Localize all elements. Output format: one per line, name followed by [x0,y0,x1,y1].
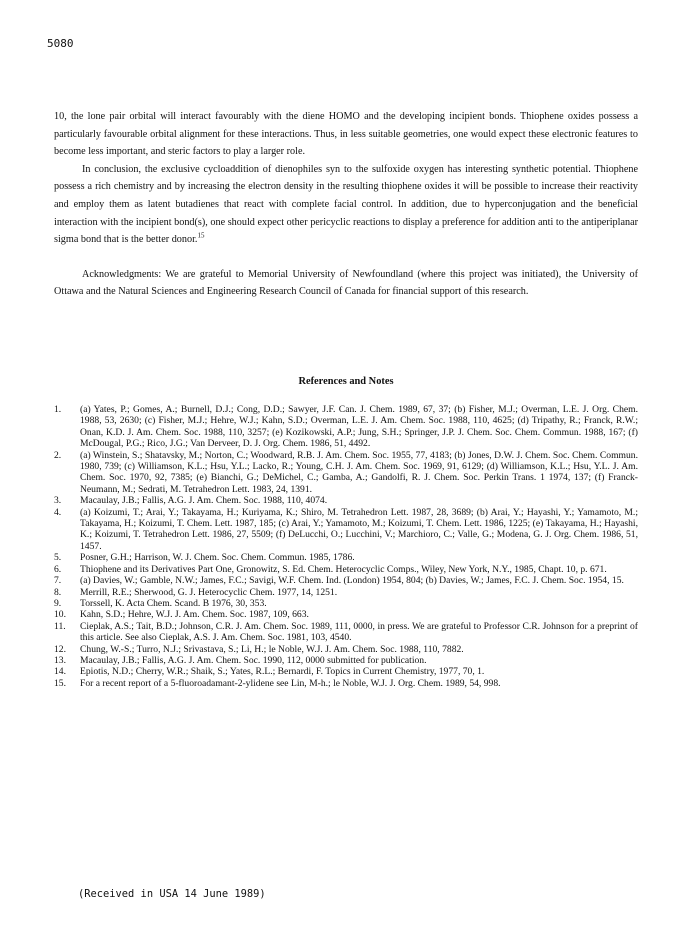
paragraph-conclusion-text: In conclusion, the exclusive cycloaddition of dienophiles syn to the sulfoxide oxygen has interesting synthetic potential. Thiophene possess a rich chemistry and by increasing the electron density in the resulting thiophene oxides it will be possible to increase their reactivity and employ them as latent butadienes that react with complete facial control. In addition, due to hyperconjugation and the beneficial interaction with the incipient bond(s), one should expect other pericyclic reactions to display a preference for addition anti to the antiperiplanar sigma bond that is the better donor. [54,163,638,246]
reference-number: 10. [54,609,66,621]
paragraph-acknowledgments: Acknowledgments: We are grateful to Memorial University of Newfoundland (where this project was initiated), the University of Ottawa and the Natural Sciences and Engineering Research Council of Canada for financial support of this research. [54,268,638,298]
paragraph-continuation: 10, the lone pair orbital will interact favourably with the diene HOMO and the developing incipient bonds. Thiophene oxides possess a particularly favourable orbital alignment for these interactions. Thus, in less suitable geometries, one would expect these electronic features to become less important, and steric factors to play a larger role. [54,111,638,158]
reference-item [54,666,638,677]
reference-text: (a) Winstein, S.; Shatavsky, M.; Norton, C.; Woodward, R.B. J. Am. Chem. Soc. 1955, 77, 4183; (b) Jones, D.W. J. Chem. Soc. Chem. Commun. 1980, 739; (c) Williamson, K.L.; Hsu, Y.L.; Lacko, R.; Young, C.H. J. Am. Chem. Soc. 1969, 91, 6129; (d) Williamson, K.L.; Hsu, Y.L. J. Am. Chem. Soc. 1970, 92, 7385; (e) Bianchi, G.; DeMichel, C.; Gamba, A.; Gandolfi, R. J. Chem. Soc. Perkin Trans. 1 1974, 137; (f) Franck-Neumann, M.; Sedrati, M. Tetrahedron Lett. 1983, 24, 1391. [80,449,638,495]
received-date: (Received in USA 14 June 1989) [78,888,266,900]
reference-number: 11. [54,620,66,632]
reference-number: 13. [54,654,66,666]
reference-text: Macaulay, J.B.; Fallis, A.G. J. Am. Chem. Soc. 1990, 112, 0000 submitted for publication. [80,654,427,666]
reference-number: 4. [54,506,62,518]
reference-number: 8. [54,586,62,598]
reference-text: Chung, W.-S.; Turro, N.J.; Srivastava, S.; Li, H.; le Noble, W.J. J. Am. Chem. Soc. 1988, 110, 7882. [80,643,464,655]
reference-text: (a) Davies, W.; Gamble, N.W.; James, F.C.; Savigi, W.F. Chem. Ind. (London) 1954, 804; (b) Davies, W.; James, F.C. J. Chem. Soc. 1954, 15. [80,575,624,587]
reference-text: (a) Koizumi, T.; Arai, Y.; Takayama, H.; Kuriyama, K.; Shiro, M. Tetrahedron Lett. 1987, 28, 3689; (b) Arai, Y.; Hayashi, Y.; Yamamoto, M.; Takayama, H.; Koizumi, T. Chem. Lett. 1987, 185; (c) Arai, Y.; Yamamoto, M.; Koizumi, T. Chem. Lett. 1986, 1225; (e) Takayama, H.; Hayashi, K.; Koizumi, T. Tetrahedron Lett. 1986, 27, 5509; (f) DeLucchi, O.; Lucchini, V.; Marchioro, C.; Valle, G.; Modena, G. J. Org. Chem. 1986, 51, 1457. [80,506,638,552]
reference-list [54,404,638,689]
reference-item [54,598,638,609]
reference-text: Posner, G.H.; Harrison, W. J. Chem. Soc. Chem. Commun. 1985, 1786. [80,552,355,564]
reference-number: 7. [54,575,62,587]
page-number: 5080 [47,37,74,50]
reference-number: 15. [54,677,66,689]
reference-item [54,495,638,506]
body-text [54,108,638,301]
reference-item [54,587,638,598]
reference-text: (a) Yates, P.; Gomes, A.; Burnell, D.J.; Cong, D.D.; Sawyer, J.F. Can. J. Chem. 1989, 67, 37; (b) Fisher, M.J.; Overman, L.E. J. Org. Chem. 1988, 53, 2630; (c) Fisher, M.J.; Hehre, W.J.; Kahn, S.D.; Overman, L.E. J. Am. Chem. Soc. 1988, 110, 4625; (d) Tripathy, R.; Franck, R.W.; Onan, K.D. J. Am. Chem. Soc. 1988, 110, 3257; (e) Kozikowski, A.P.; Jung, S.H.; Springer, J.P. J. Chem. Soc. Chem. Commun. 1988, 167; (f) McDougal, P.G.; Rico, J.G.; Van Derveer, D. J. Org. Chem. 1986, 51, 4492. [80,404,638,450]
reference-number: 9. [54,597,62,609]
reference-number: 3. [54,495,62,507]
reference-item [54,644,638,655]
reference-number: 14. [54,666,66,678]
reference-text: Epiotis, N.D.; Cherry, W.R.; Shaik, S.; Yates, R.L.; Bernardi, F. Topics in Current Chemistry, 1977, 70, 1. [80,666,485,678]
reference-item [54,507,638,553]
reference-number: 1. [54,404,62,415]
reference-text: Merrill, R.E.; Sherwood, G. J. Heterocyclic Chem. 1977, 14, 1251. [80,586,338,598]
reference-item [54,621,638,644]
reference-text: Macaulay, J.B.; Fallis, A.G. J. Am. Chem. Soc. 1988, 110, 4074. [80,495,328,507]
reference-number: 6. [54,563,62,575]
reference-item [54,450,638,496]
reference-item [54,404,638,450]
reference-item [54,564,638,575]
reference-item [54,575,638,586]
reference-item [54,678,638,689]
reference-item [54,609,638,620]
footnote-marker: 15 [197,231,205,240]
reference-item [54,552,638,563]
reference-text: Thiophene and its Derivatives Part One, Gronowitz, S. Ed. Chem. Heterocyclic Comps., Wiley, New York, N.Y., 1985, Chapt. 10, p. 671. [80,563,607,575]
reference-text: Cieplak, A.S.; Tait, B.D.; Johnson, C.R. J. Am. Chem. Soc. 1989, 111, 0000, in press. We are grateful to Professor C.R. Johnson for a preprint of this article. See also Cieplak, A.S. J. Am. Chem. Soc. 1981, 103, 4540. [80,620,638,644]
paragraph-conclusion [54,161,638,249]
reference-number: 12. [54,643,66,655]
reference-text: For a recent report of a 5-fluoroadamant-2-ylidene see Lin, M-h.; le Noble, W.J. J. Org. Chem. 1989, 54, 998. [80,677,501,689]
reference-item [54,655,638,666]
reference-text: Torssell, K. Acta Chem. Scand. B 1976, 30, 353. [80,597,267,609]
reference-text: Kahn, S.D.; Hehre, W.J. J. Am. Chem. Soc. 1987, 109, 663. [80,609,309,621]
references-heading: References and Notes [298,376,394,387]
reference-number: 5. [54,552,62,564]
reference-number: 2. [54,449,62,461]
